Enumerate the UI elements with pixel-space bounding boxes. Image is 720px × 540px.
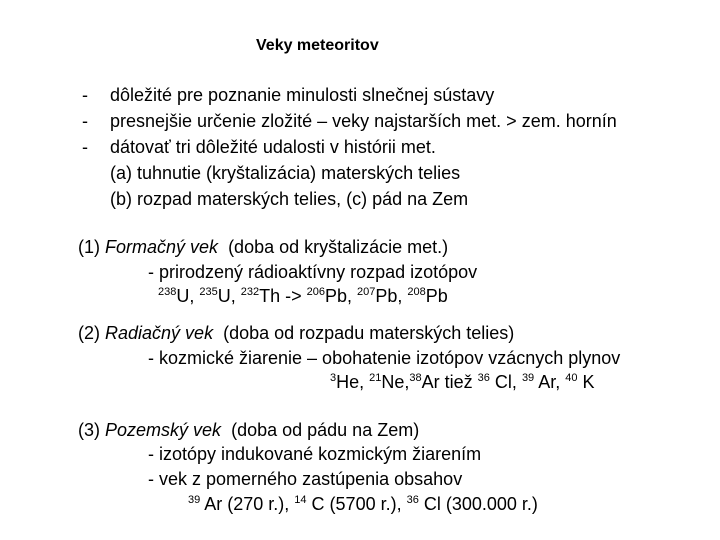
- section-name: Formačný vek: [105, 237, 219, 257]
- section-heading: [78, 419, 419, 441]
- mass-number: 39: [188, 494, 201, 506]
- bullet-marker: -: [82, 111, 88, 131]
- section-line: - vek z pomerného zastúpenia obsahov: [148, 469, 463, 489]
- mass-number: 206: [306, 286, 325, 298]
- mass-number: 232: [240, 286, 260, 298]
- section-line: - prirodzený rádioaktívny rozpad izotópov: [148, 262, 478, 282]
- mass-number: 40: [565, 372, 578, 384]
- bullet-item: presnejšie určenie zložité – veky najstarších met. > zem. hornín: [110, 111, 617, 131]
- section-heading: [78, 236, 448, 258]
- bullet-marker: -: [82, 85, 88, 105]
- bullet-item: dátovať tri dôležité udalosti v histórii met.: [110, 137, 436, 157]
- section-heading: [78, 322, 514, 344]
- section-name: Pozemský vek: [105, 420, 222, 440]
- section-line: - kozmické žiarenie – obohatenie izotópov vzácnych plynov: [148, 348, 621, 368]
- isotope-line: $^{39}$ Ar (270 r.), $^{14}$ C (5700 r.), $^{36}$ Cl (300.000 r.): [188, 494, 538, 514]
- mass-number: 207: [357, 286, 376, 298]
- section-description: (doba od pádu na Zem): [231, 420, 420, 440]
- mass-number: 208: [407, 286, 426, 298]
- section-description: (doba od kryštalizácie met.): [228, 237, 449, 257]
- mass-number: 38: [409, 372, 422, 384]
- bullet-item: dôležité pre poznanie minulosti slnečnej sústavy: [110, 85, 495, 105]
- mass-number: 36: [477, 372, 490, 384]
- event-line: (b) rozpad materských telies, (c) pád na Zem: [110, 189, 469, 209]
- section-description: (doba od rozpadu materských telies): [223, 323, 515, 343]
- section-number: (3): [78, 420, 100, 440]
- isotope-line: $^3$He, $^{21}$Ne,$^{38}$Ar tiež $^{36}$ Cl, $^{39}$ Ar, $^{40}$ K: [330, 372, 595, 392]
- section-name: Radiačný vek: [105, 323, 214, 343]
- mass-number: 36: [406, 494, 419, 506]
- mass-number: 39: [521, 372, 535, 384]
- mass-number: 235: [199, 286, 218, 298]
- bullet-marker: -: [82, 137, 88, 157]
- mass-number: 238: [158, 286, 177, 298]
- section-number: (1): [78, 237, 100, 257]
- section-number: (2): [78, 323, 100, 343]
- page-title: Veky meteoritov: [256, 37, 379, 54]
- isotope-line: $^{238}$U, $^{235}$U, $^{232}$Th -> $^{206}$Pb, $^{207}$Pb, $^{208}$Pb: [158, 286, 448, 306]
- section-line: - izotópy indukované kozmickým žiarením: [148, 444, 482, 464]
- event-line: (a) tuhnutie (kryštalizácia) materských telies: [110, 163, 461, 183]
- mass-number: 14: [294, 494, 307, 506]
- mass-number: 3: [330, 372, 337, 384]
- mass-number: 21: [369, 372, 382, 384]
